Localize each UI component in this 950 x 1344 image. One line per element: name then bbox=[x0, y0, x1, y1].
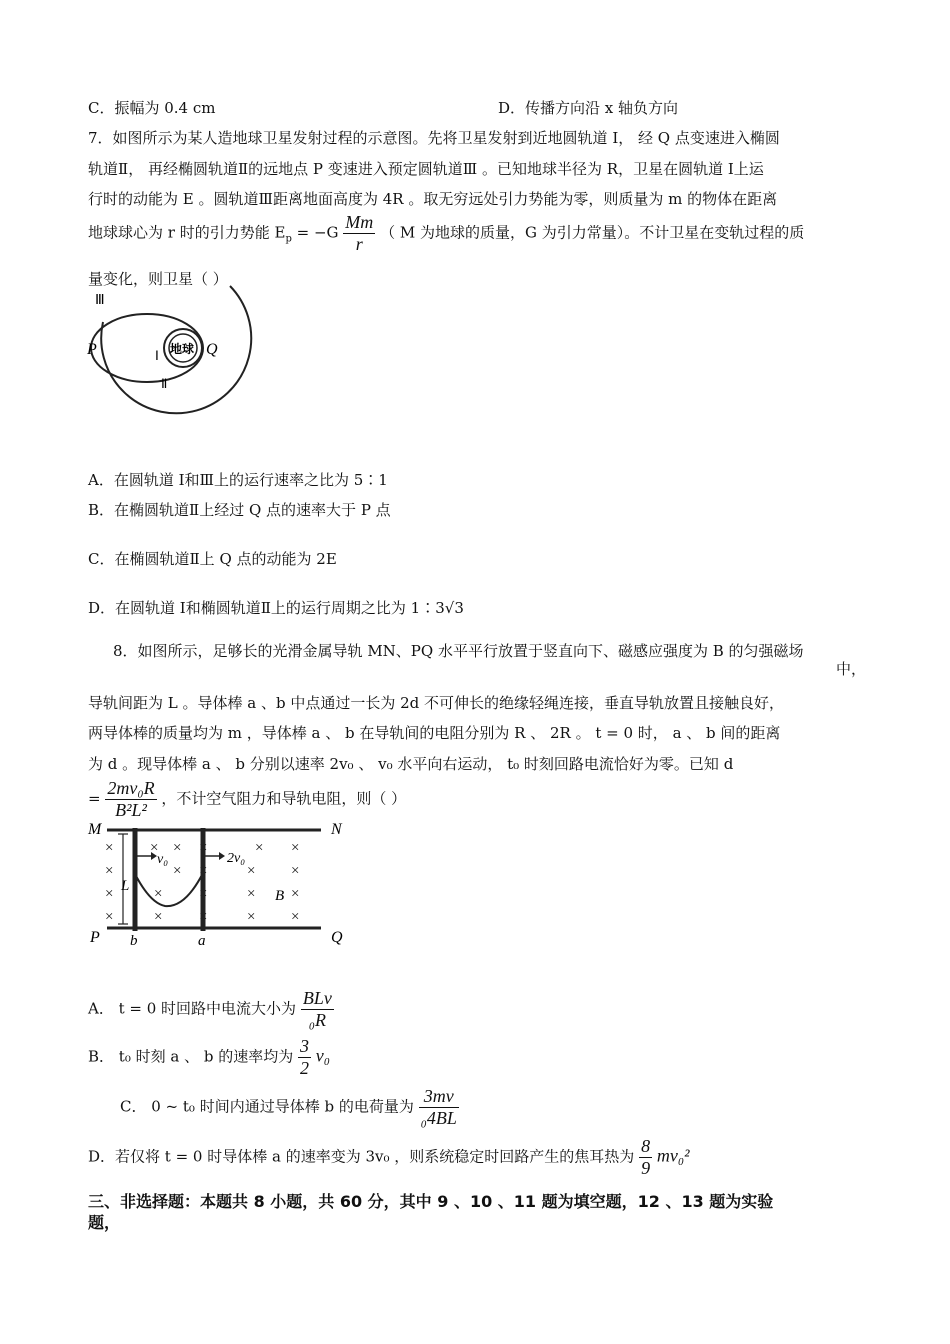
label-q: Q bbox=[331, 929, 343, 946]
q8-option-b bbox=[88, 1036, 330, 1079]
q6-option-d: D．传播方向沿 x 轴负方向 bbox=[498, 99, 679, 117]
label-earth: 地球 bbox=[170, 342, 195, 356]
q8-option-c-text: C． 0 ~ t₀ 时间内通过导体棒 b 的电荷量为 bbox=[120, 1097, 414, 1116]
svg-text:×: × bbox=[199, 909, 208, 925]
q8-option-c-fraction: $\frac{3mv}{\text{₀4BL}}$ bbox=[420, 1086, 457, 1128]
label-n: N bbox=[331, 821, 342, 838]
q8-stem-line4: 为 d 。现导体棒 a 、 b 分别以速率 2v₀ 、 v₀ 水平向右运动， t₀ 时刻回路电流恰好为零。已知 d bbox=[88, 755, 734, 773]
q8-option-a-fraction: $\frac{\text{BLv}}{\text{₀R}}$ bbox=[302, 988, 332, 1030]
q7-stem-line4 bbox=[88, 212, 804, 255]
q8-option-b-fraction: $\frac{3}{2}$ bbox=[300, 1036, 309, 1078]
q8-stem-line2: 导轨间距为 L 。导体棒 a 、b 中点通过一长为 2d 不可伸长的绝缘轻绳连接，垂直导轨放置且接触良好， bbox=[88, 694, 785, 712]
label-m: M bbox=[88, 821, 102, 838]
svg-text:×: × bbox=[291, 909, 300, 925]
label-p: P bbox=[90, 929, 100, 946]
q8-stem-line1: 8．如图所示，足够长的光滑金属导轨 MN、PQ 水平平行放置于竖直向下、磁感应强度为 B 的匀强磁场 bbox=[113, 642, 804, 660]
label-b: b bbox=[130, 933, 138, 949]
svg-text:×: × bbox=[105, 840, 114, 856]
q8-stem-line3: 两导体棒的质量均为 m ，导体棒 a 、 b 在导轨间的电阻分别为 R 、 2R 。 t = 0 时， a 、 b 间的距离 bbox=[88, 724, 781, 742]
svg-text:×: × bbox=[247, 886, 256, 902]
svg-text:×: × bbox=[255, 840, 264, 856]
q8-option-c bbox=[120, 1086, 459, 1129]
svg-text:×: × bbox=[199, 886, 208, 902]
q8-line5-post: ，不计空气阻力和导轨电阻，则（ ） bbox=[161, 789, 407, 808]
svg-text:×: × bbox=[173, 863, 182, 879]
svg-text:×: × bbox=[173, 840, 182, 856]
label-iii: Ⅲ bbox=[95, 293, 105, 308]
svg-text:×: × bbox=[199, 840, 208, 856]
q8-stem-line5 bbox=[88, 778, 406, 821]
label-2v0: 2v₀ bbox=[227, 851, 246, 866]
q8-stem-line1-end: 中， bbox=[836, 660, 867, 678]
q8-option-d-text: D．若仅将 t = 0 时导体棒 a 的速率变为 3v₀ ，则系统稳定时回路产生的焦耳热为 bbox=[88, 1147, 635, 1166]
q7-stem-line3: 行时的动能为 E 。圆轨道Ⅲ距离地面高度为 4R 。取无穷远处引力势能为零，则质量为 m 的物体在距离 bbox=[88, 190, 778, 208]
q7-option-c: C．在椭圆轨道Ⅱ上 Q 点的动能为 2E bbox=[88, 550, 337, 568]
label-v0: v₀ bbox=[157, 852, 169, 867]
q7-ep-subscript: p bbox=[285, 233, 292, 245]
q7-line4-eq: = −G bbox=[291, 223, 339, 242]
label-p: P bbox=[87, 341, 97, 358]
label-q: Q bbox=[206, 341, 218, 358]
label-l: L bbox=[121, 878, 130, 894]
q8-option-d bbox=[88, 1136, 690, 1179]
q7-stem-line2: 轨道Ⅱ， 再经椭圆轨道Ⅱ的远地点 P 变速进入预定圆轨道Ⅲ 。已知地球半径为 R，卫星在圆轨道 Ⅰ上运 bbox=[88, 160, 764, 178]
q6-option-c: C．振幅为 0.4 cm bbox=[88, 99, 216, 117]
q8-option-a-text: A． t = 0 时回路中电流大小为 bbox=[88, 999, 297, 1018]
svg-text:×: × bbox=[154, 909, 163, 925]
q8-rail-diagram bbox=[85, 818, 350, 950]
q8-option-a bbox=[88, 988, 334, 1031]
svg-text:×: × bbox=[291, 840, 300, 856]
q8-line5-eq: = bbox=[88, 789, 101, 808]
q8-option-b-post: v₀ bbox=[315, 1045, 331, 1066]
q7-potential-fraction bbox=[343, 212, 375, 255]
svg-text:×: × bbox=[291, 886, 300, 902]
label-a: a bbox=[198, 933, 206, 949]
q8-frac-num: 2mv₀R bbox=[107, 778, 155, 798]
q7-frac-den: r bbox=[355, 234, 363, 254]
q7-stem-line5: 量变化，则卫星（ ） bbox=[88, 270, 228, 288]
svg-text:×: × bbox=[199, 863, 208, 879]
q7-option-d: D．在圆轨道 Ⅰ和椭圆轨道Ⅱ上的运行周期之比为 1∶3√3 bbox=[88, 599, 464, 617]
svg-text:×: × bbox=[247, 909, 256, 925]
svg-text:×: × bbox=[291, 863, 300, 879]
label-i: Ⅰ bbox=[155, 348, 159, 363]
q8-option-d-fraction: $\frac{8}{9}$ bbox=[641, 1136, 651, 1178]
q8-option-b-text: B． t₀ 时刻 a 、 b 的速率均为 bbox=[88, 1047, 294, 1066]
q7-line4-post: （ M 为地球的质量，G 为引力常量）。不计卫星在变轨过程的质 bbox=[380, 223, 805, 242]
svg-text:×: × bbox=[105, 863, 114, 879]
q7-option-b: B．在椭圆轨道Ⅱ上经过 Q 点的速率大于 P 点 bbox=[88, 501, 391, 519]
section3-heading-line2: 题， bbox=[88, 1213, 121, 1232]
svg-text:×: × bbox=[105, 909, 114, 925]
q8-d-fraction bbox=[105, 778, 156, 821]
svg-text:×: × bbox=[105, 886, 114, 902]
q7-line4-pre: 地球球心为 r 时的引力势能 E bbox=[88, 223, 286, 242]
svg-text:×: × bbox=[247, 863, 256, 879]
section3-heading-line1: 三、非选择题：本题共 8 小题，共 60 分，其中 9 、10 、11 题为填空题，12 、13 题为实验 bbox=[88, 1192, 774, 1211]
svg-text:×: × bbox=[150, 840, 159, 856]
q7-orbit-diagram bbox=[85, 282, 270, 430]
svg-text:×: × bbox=[154, 886, 163, 902]
label-field-b: B bbox=[275, 888, 285, 904]
q8-frac-den: B²L² bbox=[115, 800, 147, 820]
q8-option-d-post: mv₀² bbox=[656, 1145, 690, 1166]
rope bbox=[135, 873, 203, 906]
q7-frac-num: Mm bbox=[345, 212, 374, 232]
q7-option-a: A．在圆轨道 Ⅰ和Ⅲ上的运行速率之比为 5∶1 bbox=[88, 471, 388, 489]
label-ii: Ⅱ bbox=[161, 376, 168, 391]
q7-stem-line1: 7．如图所示为某人造地球卫星发射过程的示意图。先将卫星发射到近地圆轨道 Ⅰ， 经 Q 点变速进入椭圆 bbox=[88, 129, 780, 147]
